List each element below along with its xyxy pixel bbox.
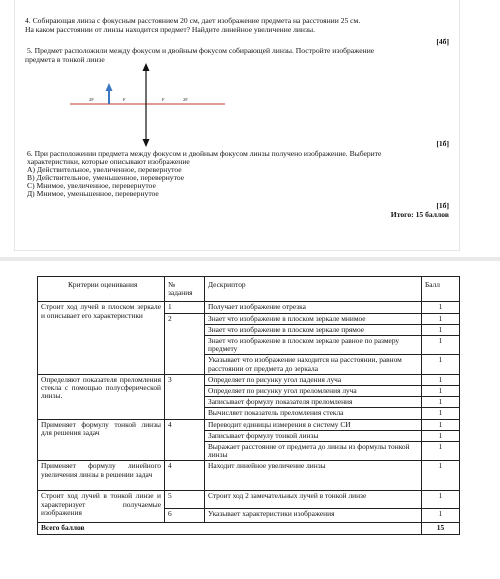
task6-line1: 6. При расположении предмета между фокусом и двойным фокусом линзы получено изображение. Выберите	[27, 149, 382, 158]
task6-score: [1б]	[436, 201, 449, 210]
score-cell: 1	[422, 397, 460, 408]
score-cell: 1	[422, 419, 460, 430]
task5-score: [1б]	[436, 139, 449, 148]
score-cell: 1	[422, 355, 460, 374]
total-value: 15	[422, 523, 460, 534]
score-cell: 1	[422, 442, 460, 461]
task-number-cell: 2	[165, 313, 205, 374]
descriptor-cell: Записывает формулу тонкой линзы	[205, 430, 422, 441]
table-row	[38, 302, 460, 313]
table-row	[38, 419, 460, 430]
score-cell: 1	[422, 491, 460, 509]
table-row	[38, 374, 460, 385]
table-row	[38, 491, 460, 509]
score-cell: 1	[422, 336, 460, 355]
header-criteria: Критерии оценивания	[38, 277, 165, 302]
score-cell: 1	[422, 408, 460, 419]
score-cell: 1	[422, 313, 460, 324]
page-separator	[0, 257, 500, 261]
task-number-cell: 4	[165, 419, 205, 461]
label-2f-right: 2F	[183, 97, 188, 102]
task6-line2: характеристики, которые описывают изображение	[27, 157, 190, 166]
descriptor-cell: Знает что изображение в плоском зеркале мнимое	[205, 313, 422, 324]
score-cell: 1	[422, 374, 460, 385]
descriptor-cell: Переводит единицы измерения в систему СИ	[205, 419, 422, 430]
descriptor-cell: Указывает что изображение находится на расстоянии, равном расстоянии от предмета до зеркала	[205, 355, 422, 374]
criterion-cell: Строит ход лучей в тонкой линзе и характеризует получаемые изображения	[38, 491, 165, 523]
label-f-right: F	[162, 97, 165, 102]
criterion-cell: Определяют показателя преломления стекла с помощью полусферической линзы.	[38, 374, 165, 419]
descriptor-cell: Вычисляет показатель преломления стекла	[205, 408, 422, 419]
task-number-cell: 1	[165, 302, 205, 313]
descriptor-cell: Указывает характеристики изображения	[205, 509, 422, 523]
descriptor-cell: Выражает расстояние от предмета до линзы из формулы тонкой линзы	[205, 442, 422, 461]
task6-option-b: В) Действительное, уменьшенное, перевернутое	[27, 173, 185, 182]
score-cell: 1	[422, 386, 460, 397]
score-cell: 1	[422, 324, 460, 335]
descriptor-cell: Находит линейное увеличение линзы	[205, 461, 422, 491]
task4-score: [4б]	[436, 37, 449, 46]
total-row	[38, 523, 460, 534]
task5-line2: предмета в тонкой линзе	[25, 55, 105, 64]
descriptor-cell: Знает что изображение в плоском зеркале равное по размеру предмету	[205, 336, 422, 355]
task4-line1: 4. Собирающая линза с фокусным расстоянием 20 см, дает изображение предмета на расстоянии 25 см.	[25, 16, 361, 25]
rubric-header-row	[38, 277, 460, 302]
rubric-page	[19, 266, 489, 579]
label-2f-left: 2F	[89, 97, 94, 102]
descriptor-cell: Записывает формулу показателя преломления	[205, 397, 422, 408]
score-cell: 1	[422, 509, 460, 523]
task6-option-c: С) Мнимое, увеличенное, перевернутое	[27, 181, 156, 190]
table-row	[38, 461, 460, 491]
task6-option-d: Д) Мнимое, уменьшенное, перевернутое	[27, 189, 159, 198]
header-score: Балл	[422, 277, 460, 302]
worksheet-page	[14, 0, 460, 251]
score-cell: 1	[422, 430, 460, 441]
criterion-cell: Применяет формулу линейного увеличения линзы в решении задач	[38, 461, 165, 491]
header-descriptor: Дескриптор	[205, 277, 422, 302]
task-number-cell: 4	[165, 461, 205, 491]
task5-line1: 5. Предмет расположили между фокусом и двойным фокусом собирающей линзы. Постройте изображение	[27, 46, 375, 55]
descriptor-cell: Строит ход 2 замечательных лучей в тонкой линзе	[205, 491, 422, 509]
total-line: Итого: 15 баллов	[390, 210, 449, 219]
task-number-cell: 6	[165, 509, 205, 523]
score-cell: 1	[422, 461, 460, 491]
label-f-left: F	[123, 97, 126, 102]
criterion-cell: Применяет формулу тонкой линзы для решения задач	[38, 419, 165, 461]
rubric-table	[37, 276, 460, 535]
task-number-cell: 3	[165, 374, 205, 419]
task6-option-a: А) Действительное, увеличенное, перевернутое	[27, 165, 182, 174]
descriptor-cell: Определяет по рисунку угол преломления луча	[205, 386, 422, 397]
descriptor-cell: Определяет по рисунку угол падения луча	[205, 374, 422, 385]
descriptor-cell: Получает изображение отрезка	[205, 302, 422, 313]
criterion-cell: Строит ход лучей в плоском зеркале и описывает его характеристики	[38, 302, 165, 374]
total-label: Всего баллов	[38, 523, 422, 534]
task4-line2: На каком расстоянии от линзы находится предмет? Найдите линейное увеличение линзы.	[25, 25, 315, 34]
task-number-cell: 5	[165, 491, 205, 509]
header-task-number: № задания	[165, 277, 205, 302]
score-cell: 1	[422, 302, 460, 313]
descriptor-cell: Знает что изображение в плоском зеркале прямое	[205, 324, 422, 335]
